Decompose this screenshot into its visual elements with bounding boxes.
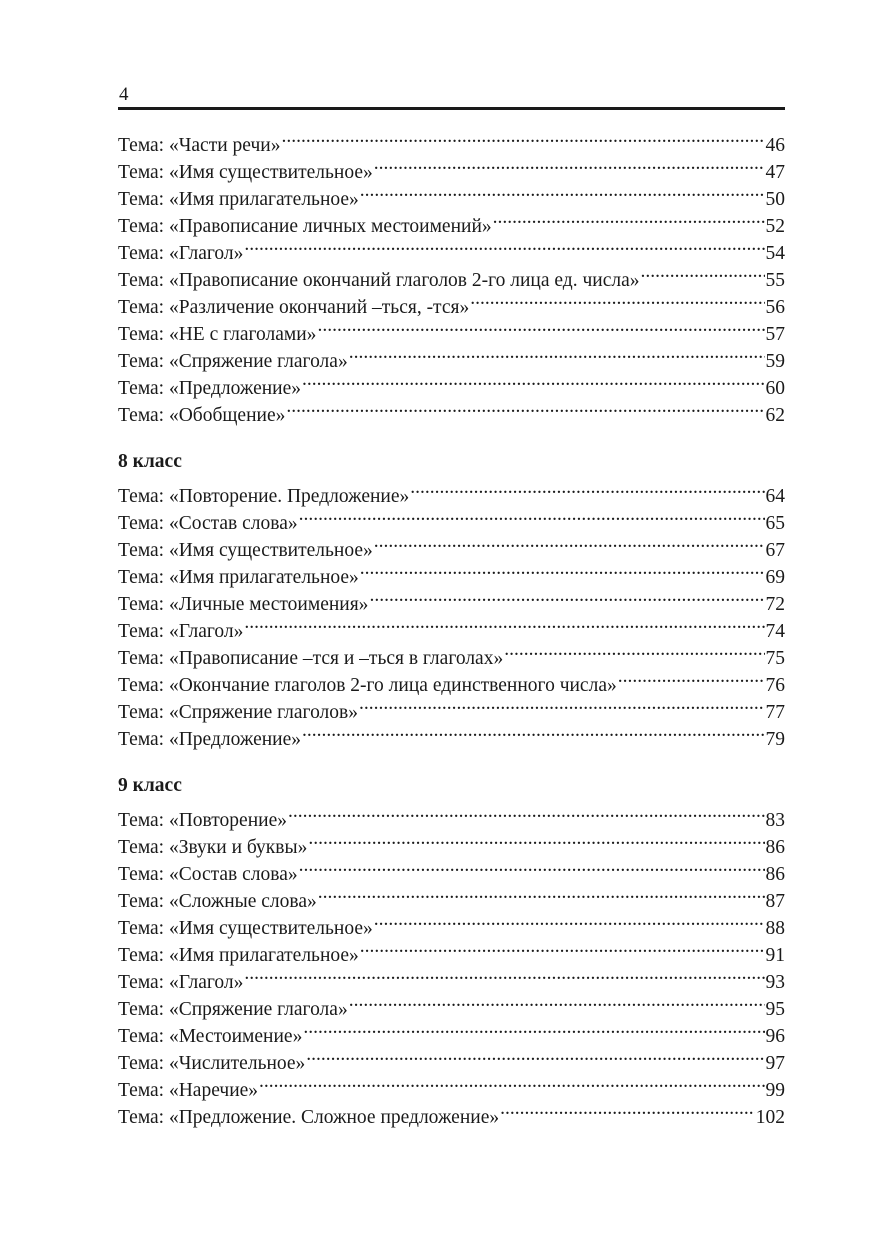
toc-section xyxy=(118,124,785,426)
toc-entry-page: 99 xyxy=(765,1080,785,1101)
section-heading: 9 класс xyxy=(118,775,182,796)
toc-entry-title: Тема: «Имя прилагательное» xyxy=(118,189,359,210)
toc-entry-page: 102 xyxy=(755,1107,785,1128)
toc-entry[interactable] xyxy=(118,799,785,831)
dot-leader xyxy=(286,394,764,421)
toc-entry-page: 54 xyxy=(765,243,785,264)
dot-leader xyxy=(470,286,764,313)
toc-entry-title: Тема: «Имя существительное» xyxy=(118,540,373,561)
dot-leader xyxy=(360,556,765,583)
toc-entry-page: 86 xyxy=(765,837,785,858)
dot-leader xyxy=(410,475,764,502)
dot-leader xyxy=(302,718,764,745)
toc-entry[interactable] xyxy=(118,475,785,507)
toc-entry-title: Тема: «Различение окончаний –ться, -тся» xyxy=(118,297,470,318)
dot-leader xyxy=(288,799,765,826)
toc-entry-page: 74 xyxy=(765,621,785,642)
toc-entry-title: Тема: «Предложение» xyxy=(118,729,302,750)
toc-entry-page: 88 xyxy=(765,918,785,939)
toc-entry-page: 76 xyxy=(765,675,785,696)
toc-entry-page: 83 xyxy=(765,810,785,831)
toc-entry-page: 69 xyxy=(765,567,785,588)
toc-entry-title: Тема: «Предложение» xyxy=(118,378,302,399)
toc-entry-title: Тема: «Числительное» xyxy=(118,1053,306,1074)
toc-entry-title: Тема: «Спряжение глагола» xyxy=(118,351,348,372)
section-heading: 8 класс xyxy=(118,451,182,472)
dot-leader xyxy=(302,367,764,394)
toc-entry-title: Тема: «НЕ с глаголами» xyxy=(118,324,317,345)
dot-leader xyxy=(360,934,765,961)
dot-leader xyxy=(244,232,764,259)
toc-entry-page: 96 xyxy=(765,1026,785,1047)
dot-leader xyxy=(299,502,765,529)
toc-entry-page: 46 xyxy=(765,135,785,156)
toc-entry-title: Тема: «Имя существительное» xyxy=(118,162,373,183)
toc-entry-title: Тема: «Глагол» xyxy=(118,243,244,264)
dot-leader xyxy=(318,880,765,907)
header-rule xyxy=(118,107,785,110)
dot-leader xyxy=(349,988,765,1015)
dot-leader xyxy=(349,340,765,367)
toc-entry-title: Тема: «Наречие» xyxy=(118,1080,259,1101)
dot-leader xyxy=(244,961,764,988)
dot-leader xyxy=(374,907,765,934)
toc-entry-page: 87 xyxy=(765,891,785,912)
toc-entry-title: Тема: «Звуки и буквы» xyxy=(118,837,308,858)
dot-leader xyxy=(259,1069,764,1096)
dot-leader xyxy=(360,178,765,205)
toc-entry-page: 67 xyxy=(765,540,785,561)
toc-entry-title: Тема: «Повторение» xyxy=(118,810,287,831)
toc-entry-page: 65 xyxy=(765,513,785,534)
toc-entry-title: Тема: «Сложные слова» xyxy=(118,891,317,912)
dot-leader xyxy=(641,259,765,286)
toc-entry-title: Тема: «Личные местоимения» xyxy=(118,594,369,615)
toc-entry-page: 75 xyxy=(765,648,785,669)
toc-entry-page: 97 xyxy=(765,1053,785,1074)
dot-leader xyxy=(369,583,764,610)
toc-entry-page: 47 xyxy=(765,162,785,183)
dot-leader xyxy=(504,637,764,664)
toc-entry-title: Тема: «Предложение. Сложное предложение» xyxy=(118,1107,500,1128)
page-number: 4 xyxy=(119,84,129,105)
toc-entry-title: Тема: «Местоимение» xyxy=(118,1026,303,1047)
toc-section xyxy=(118,772,785,1128)
toc-entry-page: 72 xyxy=(765,594,785,615)
toc-entry-title: Тема: «Глагол» xyxy=(118,972,244,993)
table-of-contents xyxy=(118,124,785,1128)
toc-entry-page: 64 xyxy=(765,486,785,507)
toc-entry-page: 77 xyxy=(765,702,785,723)
toc-entry-page: 93 xyxy=(765,972,785,993)
dot-leader xyxy=(359,691,765,718)
dot-leader xyxy=(244,610,764,637)
toc-entry-page: 79 xyxy=(765,729,785,750)
toc-entry-title: Тема: «Состав слова» xyxy=(118,864,298,885)
dot-leader xyxy=(299,853,765,880)
dot-leader xyxy=(374,529,765,556)
dot-leader xyxy=(303,1015,764,1042)
toc-entry-title: Тема: «Имя существительное» xyxy=(118,918,373,939)
toc-entry-title: Тема: «Обобщение» xyxy=(118,405,286,426)
dot-leader xyxy=(374,151,765,178)
toc-entry-title: Тема: «Имя прилагательное» xyxy=(118,567,359,588)
toc-entry-title: Тема: «Повторение. Предложение» xyxy=(118,486,410,507)
toc-entry-title: Тема: «Окончание глаголов 2-го лица единственного числа» xyxy=(118,675,617,696)
toc-entry-page: 57 xyxy=(765,324,785,345)
toc-entry-page: 59 xyxy=(765,351,785,372)
dot-leader xyxy=(493,205,765,232)
toc-entry-page: 55 xyxy=(765,270,785,291)
toc-entry-title: Тема: «Имя прилагательное» xyxy=(118,945,359,966)
dot-leader xyxy=(281,124,764,151)
toc-section xyxy=(118,448,785,750)
toc-entry-title: Тема: «Состав слова» xyxy=(118,513,298,534)
toc-entry-title: Тема: «Части речи» xyxy=(118,135,281,156)
toc-entry-title: Тема: «Правописание личных местоимений» xyxy=(118,216,492,237)
toc-entry-title: Тема: «Правописание окончаний глаголов 2-го лица ед. числа» xyxy=(118,270,640,291)
dot-leader xyxy=(317,313,764,340)
dot-leader xyxy=(500,1096,755,1123)
toc-entry-page: 56 xyxy=(765,297,785,318)
toc-entry-page: 95 xyxy=(765,999,785,1020)
dot-leader xyxy=(306,1042,764,1069)
toc-entry[interactable] xyxy=(118,124,785,156)
toc-entry-page: 62 xyxy=(765,405,785,426)
toc-entry-page: 50 xyxy=(765,189,785,210)
toc-entry-title: Тема: «Спряжение глагола» xyxy=(118,999,348,1020)
toc-entry-page: 60 xyxy=(765,378,785,399)
toc-entry-page: 91 xyxy=(765,945,785,966)
toc-entry-title: Тема: «Спряжение глаголов» xyxy=(118,702,358,723)
toc-entry-page: 52 xyxy=(765,216,785,237)
dot-leader xyxy=(618,664,765,691)
toc-entry-title: Тема: «Правописание –тся и –ться в глаголах» xyxy=(118,648,504,669)
toc-entry-title: Тема: «Глагол» xyxy=(118,621,244,642)
toc-entry-page: 86 xyxy=(765,864,785,885)
dot-leader xyxy=(308,826,764,853)
